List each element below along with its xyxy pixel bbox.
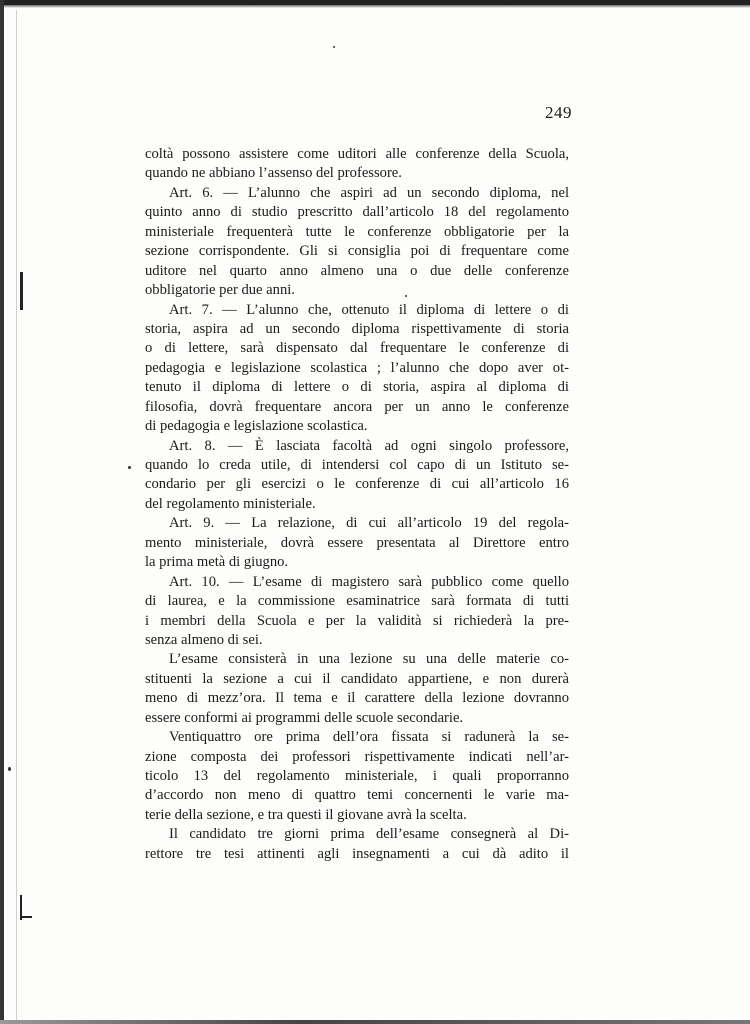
text-line: rettore tre tesi attinenti agli insegnamenti a cui dà adito il xyxy=(145,845,569,862)
page-bottom-edge xyxy=(0,1020,750,1024)
text-line: L’esame consisterà in una lezione su una delle materie co- xyxy=(169,651,569,668)
text-line: di laurea, e la commissione esaminatrice sarà formata di tutti xyxy=(145,593,569,610)
text-line: ticolo 13 del regolamento ministeriale, i quali proporranno xyxy=(145,768,569,784)
text-line: sezione corrispondente. Gli si consiglia poi di frequentare come xyxy=(145,243,569,260)
text-line: mento ministeriale, dovrà essere presentata al Direttore entro xyxy=(145,534,569,551)
text-line: d’accordo non meno di quattro temi concernenti le varie ma- xyxy=(145,787,569,804)
page-top-shadow xyxy=(0,5,750,8)
text-line: Art. 6. — L’alunno che aspiri ad un secondo diploma, nel xyxy=(169,184,569,201)
text-line: del regolamento ministeriale. xyxy=(145,495,316,512)
text-line: quinto anno di studio prescritto dall’articolo 18 del regolamento xyxy=(145,204,569,221)
text-line: senza almeno di sei. xyxy=(145,631,263,648)
text-line: coltà possono assistere come uditori alle conferenze della Scuola, xyxy=(145,146,569,162)
margin-speck xyxy=(128,466,131,469)
text-line: uditore nel quarto anno almeno una o due delle conferenze xyxy=(145,262,569,279)
text-line: o di lettere, sarà dispensato dal frequentare le conferenze di xyxy=(145,340,569,357)
text-line: Art. 10. — L’esame di magistero sarà pubblico come quello xyxy=(169,573,569,590)
text-line: i membri della Scuola e per la validità si richiederà la pre- xyxy=(145,612,569,629)
text-line: Art. 9. — La relazione, di cui all’articolo 19 del regola- xyxy=(169,515,569,532)
text-line: storia, aspira ad un secondo diploma rispettivamente di storia xyxy=(145,320,569,337)
text-line: quando lo creda utile, di intendersi col capo di un Istituto se- xyxy=(145,457,569,473)
text-line: ministeriale frequenterà tutte le conferenze obbligatorie per la xyxy=(145,223,569,240)
text-line: quando ne abbiano l’assenso del professore. xyxy=(145,165,402,182)
text-line: Il candidato tre giorni prima dell’esame consegnerà al Di- xyxy=(169,826,569,843)
text-line: filosofia, dovrà frequentare ancora per un anno le conferenze xyxy=(145,398,569,415)
text-line: Art. 7. — L’alunno che, ottenuto il diploma di lettere o di xyxy=(169,301,569,318)
page-number: 249 xyxy=(545,103,572,122)
text-line: meno di mezz’ora. Il tema e il carattere della lezione dovranno xyxy=(145,690,569,707)
text-line: zione composta dei professori rispettivamente indicati nell’ar- xyxy=(145,748,569,765)
text-line: obbligatorie per due anni. xyxy=(145,282,295,299)
page-gutter-line xyxy=(16,10,17,1020)
text-line: la prima metà di giugno. xyxy=(145,554,289,571)
text-line: essere conformi ai programmi delle scuole secondarie. xyxy=(145,709,464,726)
text-line: pedagogia e legislazione scolastica ; l’alunno che dopo aver ot- xyxy=(145,359,569,376)
body-text xyxy=(145,145,569,864)
text-line: terie della sezione, e tra questi il giovane avrà la scelta. xyxy=(145,806,467,823)
text-line: di pedagogia e legislazione scolastica. xyxy=(145,418,368,435)
binding-mark-tick xyxy=(20,916,32,918)
margin-speck xyxy=(8,767,11,771)
text-line: Ventiquattro ore prima dell’ora fissata si radunerà la se- xyxy=(169,729,569,746)
text-line: stituenti la sezione a cui il candidato appartiene, e non durerà xyxy=(145,670,569,687)
text-line: condario per gli esercizi o le conferenze di cui all’articolo 16 xyxy=(145,476,569,493)
binding-mark-upper xyxy=(20,272,23,310)
text-line: tenuto il diploma di lettere o di storia, aspira al diploma di xyxy=(145,379,569,396)
margin-speck xyxy=(333,46,335,48)
page-left-edge xyxy=(0,0,4,1024)
text-line: Art. 8. — È lasciata facoltà ad ogni singolo professore, xyxy=(169,437,569,454)
